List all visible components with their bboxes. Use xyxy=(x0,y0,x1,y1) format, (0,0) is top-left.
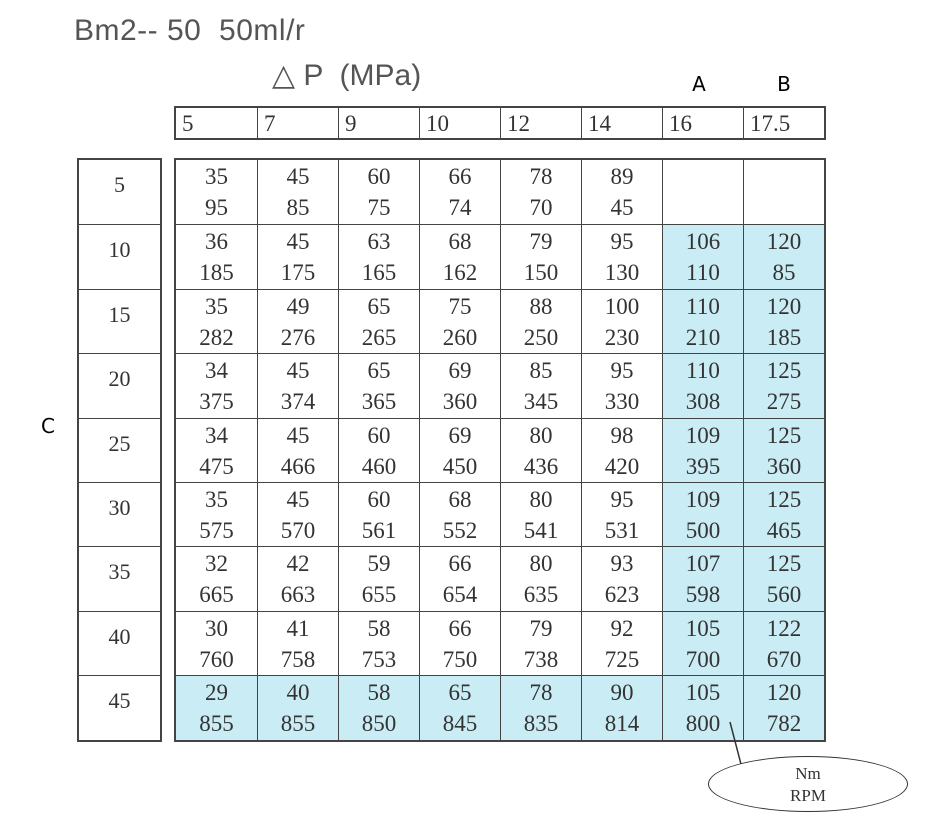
torque-value: 35 xyxy=(205,486,228,512)
torque-value: 109 xyxy=(685,486,721,512)
torque-value: 36 xyxy=(205,229,228,255)
torque-value: 78 xyxy=(529,164,553,189)
rpm-value: 265 xyxy=(361,324,397,350)
torque-value: 34 xyxy=(205,422,228,448)
torque-value: 95 xyxy=(610,486,634,512)
torque-value: 80 xyxy=(529,486,553,512)
torque-value: 80 xyxy=(529,422,553,448)
torque-value: 45 xyxy=(286,486,310,512)
rpm-value: 162 xyxy=(442,260,478,286)
torque-value: 69 xyxy=(448,422,472,448)
row-marker-c: C xyxy=(41,414,55,438)
rpm-value: 360 xyxy=(442,389,478,415)
torque-value: 34 xyxy=(205,358,228,384)
rpm-value: 800 xyxy=(685,711,721,737)
rpm-value: 598 xyxy=(685,582,721,608)
rpm-value: 500 xyxy=(685,517,721,543)
rpm-value: 575 xyxy=(199,517,234,543)
rpm-value: 855 xyxy=(280,711,316,737)
rpm-value: 330 xyxy=(604,389,640,415)
torque-value: 32 xyxy=(205,551,228,577)
torque-value: 65 xyxy=(367,293,391,319)
rpm-value: 275 xyxy=(766,389,802,415)
pressure-header-cell: 14 xyxy=(581,108,662,138)
units-callout xyxy=(708,756,908,812)
torque-value: 109 xyxy=(685,422,721,448)
torque-value: 40 xyxy=(286,680,310,706)
table-title: Bm2-- 50 50ml/r xyxy=(74,14,306,47)
rpm-value: 760 xyxy=(199,646,234,672)
torque-value: 78 xyxy=(529,680,553,706)
rpm-value: 95 xyxy=(205,195,228,220)
rpm-value: 560 xyxy=(766,582,802,608)
torque-value: 49 xyxy=(286,293,310,319)
pressure-header-cell: 16 xyxy=(662,108,743,138)
torque-value: 75 xyxy=(448,293,472,319)
torque-value: 69 xyxy=(448,358,472,384)
torque-value: 125 xyxy=(766,358,802,384)
torque-value: 60 xyxy=(367,164,391,189)
torque-value: 41 xyxy=(286,615,310,641)
torque-value: 66 xyxy=(448,551,472,577)
rpm-value: 185 xyxy=(199,260,234,286)
torque-value: 105 xyxy=(685,615,721,641)
rpm-value: 670 xyxy=(766,646,802,672)
torque-value: 89 xyxy=(610,164,634,189)
rpm-value: 663 xyxy=(280,582,316,608)
torque-value: 90 xyxy=(610,680,634,706)
torque-value: 106 xyxy=(685,229,721,255)
rpm-value: 374 xyxy=(280,389,316,415)
torque-value: 100 xyxy=(604,293,640,319)
torque-value: 35 xyxy=(205,164,228,189)
torque-value: 125 xyxy=(766,422,802,448)
callout-unit-torque: Nm xyxy=(795,764,821,783)
torque-value: 120 xyxy=(766,680,802,706)
rpm-value: 276 xyxy=(280,324,316,350)
torque-value: 120 xyxy=(766,229,802,255)
torque-value: 68 xyxy=(448,486,472,512)
rpm-value: 725 xyxy=(604,646,640,672)
rpm-value: 665 xyxy=(199,582,234,608)
rpm-value: 85 xyxy=(286,195,310,220)
callout-unit-speed: RPM xyxy=(790,786,826,805)
speed-row-label: 40 xyxy=(79,611,160,675)
rpm-value: 460 xyxy=(361,453,397,479)
torque-value: 79 xyxy=(529,229,553,255)
rpm-value: 552 xyxy=(442,517,478,543)
torque-value: 110 xyxy=(686,293,720,319)
rpm-value: 541 xyxy=(523,517,559,543)
rpm-value: 782 xyxy=(766,711,802,737)
rpm-value: 855 xyxy=(199,711,234,737)
torque-value: 125 xyxy=(766,551,802,577)
torque-value: 79 xyxy=(529,615,553,641)
rpm-value: 230 xyxy=(604,324,640,350)
torque-value: 35 xyxy=(205,293,228,319)
rpm-value: 465 xyxy=(766,517,802,543)
torque-value: 63 xyxy=(367,229,391,255)
rpm-value: 738 xyxy=(523,646,559,672)
speed-row-label: 15 xyxy=(79,289,160,353)
rpm-value: 753 xyxy=(361,646,397,672)
rpm-value: 360 xyxy=(766,453,802,479)
torque-value: 60 xyxy=(367,486,391,512)
torque-value: 58 xyxy=(367,680,391,706)
torque-value: 85 xyxy=(529,358,553,384)
torque-value: 29 xyxy=(205,680,228,706)
rpm-value: 130 xyxy=(604,260,640,286)
speed-row-label: 45 xyxy=(79,675,160,739)
rpm-value: 150 xyxy=(523,260,559,286)
rpm-value: 75 xyxy=(367,195,391,220)
torque-value: 42 xyxy=(286,551,310,577)
torque-value: 122 xyxy=(766,615,802,641)
torque-value: 88 xyxy=(529,293,553,319)
rpm-value: 365 xyxy=(361,389,397,415)
torque-value: 30 xyxy=(205,615,228,641)
rpm-value: 758 xyxy=(280,646,316,672)
pressure-header-cell: 9 xyxy=(338,108,419,138)
rpm-value: 623 xyxy=(604,582,640,608)
torque-value: 65 xyxy=(367,358,391,384)
rpm-value: 655 xyxy=(361,582,397,608)
rpm-value: 308 xyxy=(685,389,721,415)
torque-value: 98 xyxy=(610,422,634,448)
rpm-value: 375 xyxy=(199,389,234,415)
speed-row-label: 10 xyxy=(79,224,160,288)
rpm-value: 475 xyxy=(199,453,234,479)
pressure-header-cell: 17.5 xyxy=(743,108,824,138)
rpm-value: 654 xyxy=(442,582,478,608)
torque-value: 120 xyxy=(766,293,802,319)
rpm-value: 814 xyxy=(604,711,640,737)
rpm-value: 420 xyxy=(604,453,640,479)
torque-value: 45 xyxy=(286,229,310,255)
pressure-axis-label: △ P (MPa) xyxy=(272,59,422,92)
torque-value: 68 xyxy=(448,229,472,255)
speed-row-label: 35 xyxy=(79,546,160,610)
rpm-value: 282 xyxy=(199,324,234,350)
pressure-header-cell: 7 xyxy=(257,108,338,138)
torque-value: 59 xyxy=(367,551,391,577)
rpm-value: 750 xyxy=(442,646,478,672)
rpm-value: 165 xyxy=(361,260,397,286)
torque-value: 45 xyxy=(286,164,310,189)
torque-value: 105 xyxy=(685,680,721,706)
rpm-value: 635 xyxy=(523,582,559,608)
torque-value: 95 xyxy=(610,229,634,255)
speed-row-label: 5 xyxy=(114,172,125,197)
rpm-value: 85 xyxy=(772,260,796,286)
pressure-header-cell: 10 xyxy=(419,108,500,138)
rpm-value: 466 xyxy=(280,453,316,479)
torque-value: 110 xyxy=(686,358,720,384)
rpm-value: 395 xyxy=(685,453,721,479)
rpm-value: 45 xyxy=(610,195,634,220)
rpm-value: 850 xyxy=(361,711,397,737)
torque-value: 80 xyxy=(529,551,553,577)
torque-value: 60 xyxy=(367,422,391,448)
torque-value: 66 xyxy=(448,164,472,189)
speed-row-label: 20 xyxy=(79,353,160,417)
speed-row-label: 25 xyxy=(79,418,160,482)
pressure-header-cell: 5 xyxy=(182,111,194,136)
speed-row-label: 30 xyxy=(79,482,160,546)
rpm-value: 175 xyxy=(280,260,316,286)
rpm-value: 845 xyxy=(442,711,478,737)
pressure-header-cell: 12 xyxy=(500,108,581,138)
rpm-value: 450 xyxy=(442,453,478,479)
rpm-value: 210 xyxy=(685,324,721,350)
torque-value: 95 xyxy=(610,358,634,384)
torque-value: 93 xyxy=(610,551,634,577)
rpm-value: 185 xyxy=(766,324,802,350)
rpm-value: 70 xyxy=(529,195,553,220)
torque-value: 125 xyxy=(766,486,802,512)
rpm-value: 345 xyxy=(523,389,559,415)
rpm-value: 570 xyxy=(280,517,316,543)
column-marker-a: A xyxy=(692,72,706,96)
torque-value: 92 xyxy=(610,615,634,641)
torque-value: 45 xyxy=(286,358,310,384)
rpm-value: 835 xyxy=(523,711,559,737)
rpm-value: 700 xyxy=(685,646,721,672)
torque-value: 58 xyxy=(367,615,391,641)
torque-value: 45 xyxy=(286,422,310,448)
rpm-value: 74 xyxy=(448,195,472,220)
rpm-value: 531 xyxy=(604,517,640,543)
torque-value: 107 xyxy=(685,551,721,577)
rpm-value: 250 xyxy=(523,324,559,350)
column-marker-b: B xyxy=(777,72,791,96)
rpm-value: 110 xyxy=(686,260,720,286)
rpm-value: 436 xyxy=(523,453,559,479)
torque-value: 66 xyxy=(448,615,472,641)
torque-value: 65 xyxy=(448,680,472,706)
rpm-value: 260 xyxy=(442,324,478,350)
rpm-value: 561 xyxy=(361,517,397,543)
